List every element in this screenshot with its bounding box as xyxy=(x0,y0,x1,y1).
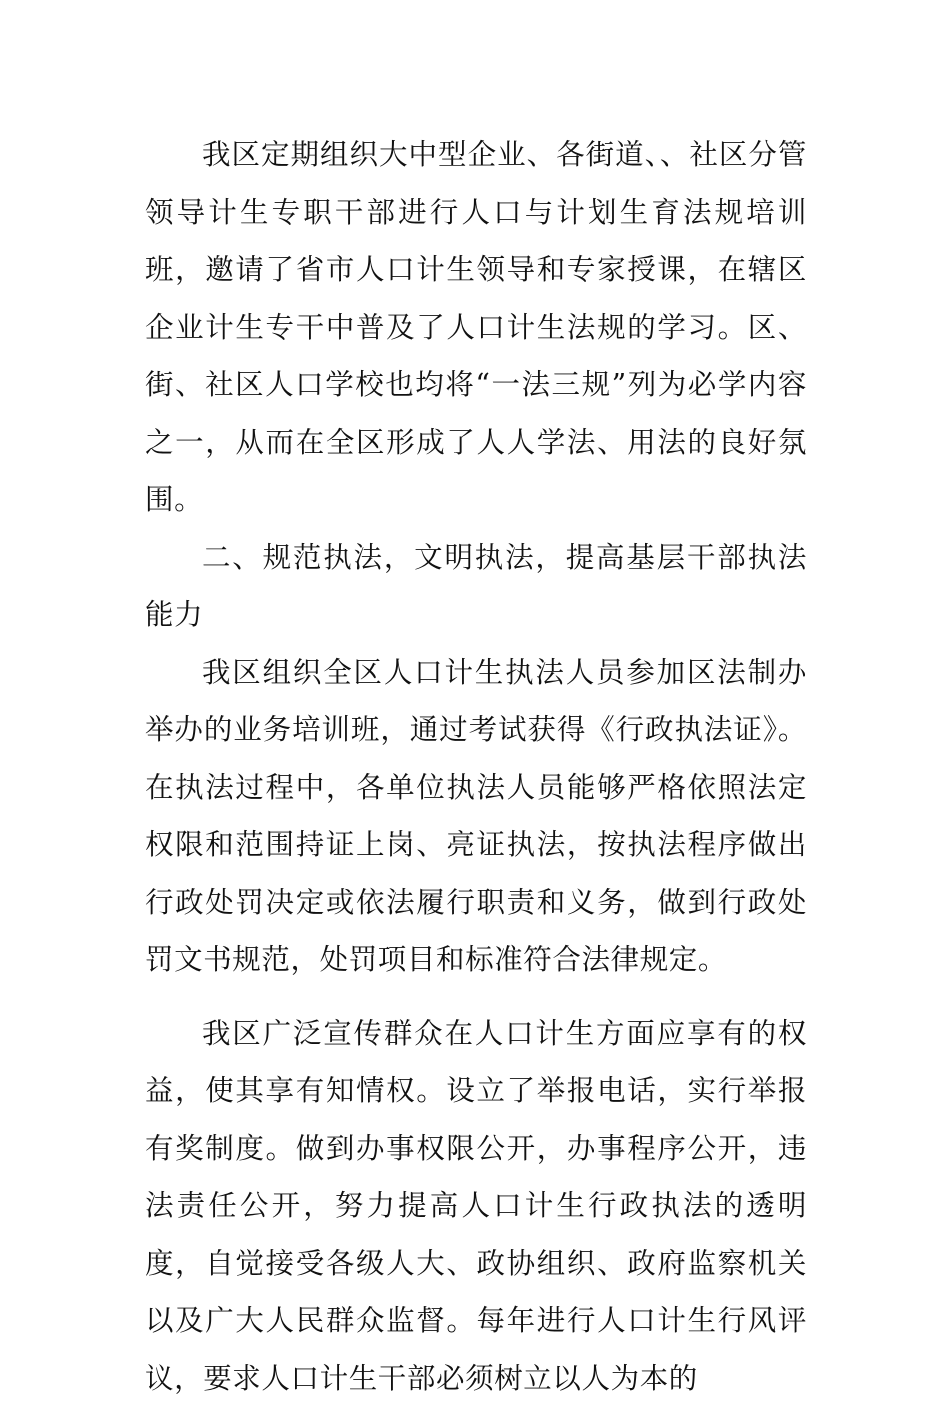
paragraph-public-rights: 我区广泛宣传群众在人口计生方面应享有的权益，使其享有知情权。设立了举报电话，实行举报有奖制度。做到办事权限公开，办事程序公开，违法责任公开，努力提高人口计生行政执法的透明度，自觉接受各级人大、政协组织、政府监察机关以及广大人民群众监督。每年进行人口计生行风评议，要求人口计生干部必须树立以人为本的 xyxy=(145,1005,807,1407)
section-heading-law-enforcement: 二、规范执法，文明执法，提高基层干部执法能力 xyxy=(145,529,807,644)
paragraph-training: 我区定期组织大中型企业、各街道、、社区分管领导计生专职干部进行人口与计划生育法规培训班，邀请了省市人口计生领导和专家授课，在辖区企业计生专干中普及了人口计生法规的学习。区、街、社区人口学校也均将“一法三规”列为必学内容之一，从而在全区形成了人人学法、用法的良好氛围。 xyxy=(145,126,807,529)
paragraph-enforcement-certification: 我区组织全区人口计生执法人员参加区法制办举办的业务培训班，通过考试获得《行政执法证》。在执法过程中，各单位执法人员能够严格依照法定权限和范围持证上岗、亮证执法，按执法程序做出行政处罚决定或依法履行职责和义务，做到行政处罚文书规范，处罚项目和标准符合法律规定。 xyxy=(145,644,807,989)
document-body xyxy=(145,126,807,1407)
